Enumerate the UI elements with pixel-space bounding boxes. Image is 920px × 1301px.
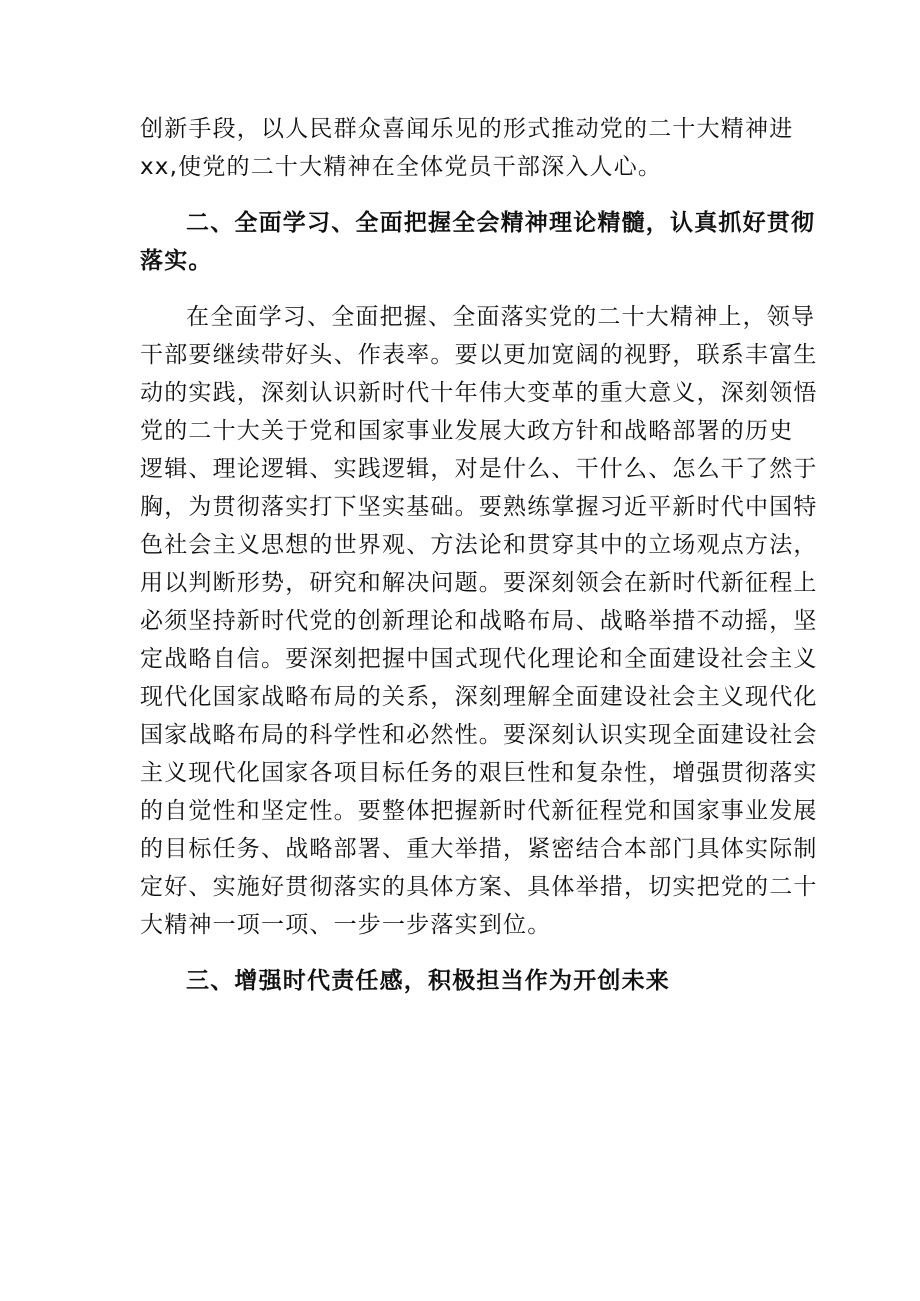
- paragraph-line: 的目标任务、战略部署、重大举措，紧密结合本部门具体实际制: [140, 836, 818, 862]
- paragraph-line: 党的二十大关于党和国家事业发展大政方针和战略部署的历史: [140, 418, 794, 444]
- paragraph-line: 国家战略布局的科学性和必然性。要深刻认识实现全面建设社会: [140, 722, 818, 748]
- paragraph-line: 干部要继续带好头、作表率。要以更加宽阔的视野，联系丰富生: [140, 342, 818, 368]
- paragraph-line: 在全面学习、全面把握、全面落实党的二十大精神上，领导: [186, 304, 816, 330]
- document-body: [140, 110, 818, 1000]
- heading-line: 二、全面学习、全面把握全会精神理论精髓，认真抓好贯彻: [186, 210, 816, 236]
- paragraph-line: 必须坚持新时代党的创新理论和战略布局、战略举措不动摇，坚: [140, 608, 818, 634]
- paragraph-line: 主义现代化国家各项目标任务的艰巨性和复杂性，增强贯彻落实: [140, 760, 818, 786]
- main-paragraph: [140, 298, 818, 944]
- paragraph-line: 胸，为贯彻落实打下坚实基础。要熟练掌握习近平新时代中国特: [140, 494, 818, 520]
- paragraph-line: 逻辑、理论逻辑、实践逻辑，对是什么、干什么、怎么干了然于: [140, 456, 818, 482]
- paragraph-line: 创新手段，以人民群众喜闻乐见的形式推动党的二十大精神进: [140, 116, 794, 142]
- paragraph-line: 动的实践，深刻认识新时代十年伟大变革的重大意义，深刻领悟: [140, 380, 818, 406]
- heading-line: 落实。: [140, 248, 213, 274]
- section-heading-three: [140, 962, 800, 1000]
- paragraph-line: 色社会主义思想的世界观、方法论和贯穿其中的立场观点方法，: [140, 532, 818, 558]
- paragraph-line: 用以判断形势，研究和解决问题。要深刻领会在新时代新征程上: [140, 570, 818, 596]
- paragraph-line: xx,使党的二十大精神在全体党员干部深入人心。: [140, 154, 663, 180]
- paragraph-spacer: [140, 186, 800, 204]
- paragraph-line: 定战略自信。要深刻把握中国式现代化理论和全面建设社会主义: [140, 646, 818, 672]
- paragraph-spacer: [140, 944, 800, 962]
- paragraph-line: 现代化国家战略布局的关系，深刻理解全面建设社会主义现代化: [140, 684, 818, 710]
- paragraph-line: 大精神一项一项、一步一步落实到位。: [140, 912, 552, 938]
- paragraph-line: 的自觉性和坚定性。要整体把握新时代新征程党和国家事业发展: [140, 798, 818, 824]
- heading-line: 三、增强时代责任感，积极担当作为开创未来: [186, 968, 670, 994]
- paragraph-line: 定好、实施好贯彻落实的具体方案、具体举措，切实把党的二十: [140, 874, 818, 900]
- section-heading-two: [140, 204, 816, 280]
- paragraph-spacer: [140, 280, 800, 298]
- intro-paragraph: [140, 110, 800, 186]
